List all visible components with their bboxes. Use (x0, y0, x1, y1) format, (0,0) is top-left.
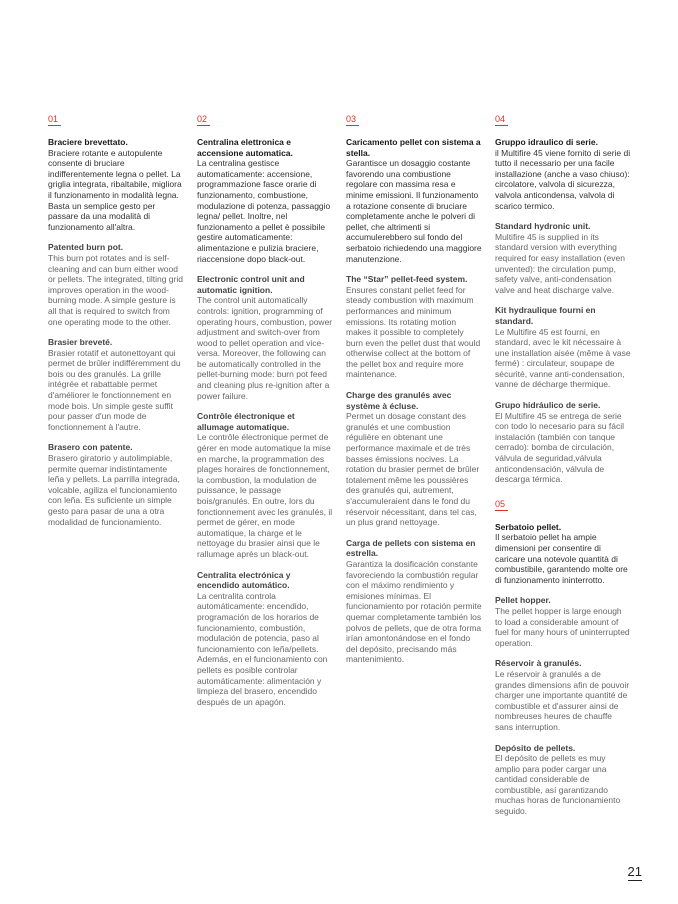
section-italian (197, 137, 333, 264)
section-spanish (197, 570, 333, 708)
section-english (48, 242, 184, 327)
section-text: The control unit automatically controls: ignition, programming of operating hours, combustion, power adjustment and switch-over from wood to pellet operation and vice-versa. Moreover, the following can be automatically controlled in the pellet-burning mode: burn pot feed and cleaning plus re-ignition after a power failure. (197, 295, 333, 401)
section-italian (495, 137, 631, 211)
section-text: Il serbatoio pellet ha ampie dimensioni per consentire di caricare una notevole quantità di combustibile, garantendo molte ore di funzionamento ininterrotto. (495, 532, 628, 585)
section-english (495, 221, 631, 295)
section-english (197, 274, 333, 401)
section-title: Electronic control unit and automatic ignition. (197, 274, 305, 295)
section-text: La centralita controla automáticamente: encendido, programación de los horarios de funcionamiento, combustión, modulación de potencia, paso al funcionamiento con leña/pellets. Además, en el funcionamiento con pellets es posible controlar automáticamente: alimentación y limpieza del brasero, encendido después de un apagón. (197, 590, 328, 707)
section-italian (48, 137, 184, 232)
section-title: Charge des granulés avec système à écluse. (346, 390, 452, 411)
section-title: The “Star” pellet-feed system. (346, 274, 468, 285)
section-text: Multifire 45 is supplied in its standard version with everything required for easy installation (even unvented): the circulation pump, safety valve, anti-condensation valve and heat discharge valve. (495, 231, 625, 295)
section-title: Kit hydraulique fourni en standard. (495, 305, 596, 326)
section-text: This burn pot rotates and is self-cleaning and can burn either wood or pellets. The integrated, tilting grid improves operation in the wood-burning mode. A simple gesture is all that is required to switch from one operating mode to the other. (48, 252, 183, 327)
section-english (495, 595, 631, 648)
section-text: Le Multifire 45 est fourni, en standard, avec le kit nécessaire à une installation aisée (même à vase fermé) : circulateur, soupape de sécurité, vanne anti-condensation, vanne de décharge thermique. (495, 326, 631, 390)
section-text: Brasero giratorio y autolimpiable, permite quemar indistintamente leña y pellets. La parrilla integrada, volcable, agiliza el funcionamiento con leña. Es suficiente un simple gesto para pasar de una a otra modalidad de funcionamiento. (48, 453, 180, 527)
section-title: Pellet hopper. (495, 595, 551, 606)
section-title: Braciere brevettato. (48, 137, 128, 147)
section-italian (346, 137, 482, 264)
section-text: Ensures constant pellet feed for steady combustion with maximum performances and minimum emissions. Its rotating motion makes it possible to completely burn even the pellet dust that would otherwise collect at the bottom of the pellet box and require more maintenance. (346, 284, 481, 380)
column-03 (346, 114, 482, 675)
section-english (346, 274, 482, 380)
section-title: Centralita electrónica y encendido automático. (197, 569, 291, 591)
section-title: Caricamento pellet con sistema a stella. (346, 137, 481, 158)
section-title: Grupo hidráulico de serie. (495, 400, 601, 411)
section-text: Le contrôle électronique permet de gérer en mode automatique la mise en marche, la programmation des plages horaires de fonctionnement, la combustion, la modulation de puissance, le passage bois/granulés. En outre, lors du fonctionnement avec les granulés, il permet de gérer, en mode automatique, la charge et le nettoyage du brasier ainsi que le rallumage après un black-out. (197, 432, 333, 559)
section-spanish (48, 442, 184, 527)
section-title: Depósito de pellets. (495, 742, 576, 753)
section-title: Carga de pellets con sistema en estrella. (346, 537, 476, 559)
section-title: Standard hydronic unit. (495, 221, 591, 232)
section-title: Centralina elettronica e accensione automatica. (197, 137, 293, 158)
column-01 (48, 114, 184, 537)
section-number: 02 (197, 114, 210, 126)
section-number: 01 (48, 114, 61, 126)
section-title: Contrôle électronique et allumage automatique. (197, 411, 295, 432)
section-number: 03 (346, 114, 359, 126)
section-french (197, 411, 333, 559)
section-french (48, 337, 184, 432)
section-number: 04 (495, 114, 508, 126)
section-text: El Multifire 45 se entrega de serie con todo lo necesario para su fácil instalación (también con tanque cerrado): bomba de circulación, válvula de seguridad,válvula anticondensación, válvula de descarga térmica. (495, 410, 624, 485)
section-title: Patented burn pot. (48, 242, 124, 253)
section-text: Braciere rotante e autopulente consente di bruciare indifferentemente legna o pellet. La griglia integrata, ribaltabile, migliora il funzionamento in modalità legna. Basta un semplice gesto per passare da una modalità di funzionamento all'altra. (48, 147, 182, 232)
page-number: 21 (627, 864, 642, 879)
section-text: il Multifire 45 viene fornito di serie di tutto il necessario per una facile installazione (anche a vaso chiuso): circolatore, valvola di sicurezza, valvola anticondensa, valvola di scarico termico. (495, 147, 631, 211)
section-french (495, 305, 631, 390)
section-title: Gruppo idraulico di serie. (495, 137, 598, 147)
section-italian (495, 522, 631, 586)
section-title: Serbatoio pellet. (495, 521, 562, 532)
section-title: Réservoir à granulés. (495, 658, 582, 669)
column-02 (197, 114, 333, 717)
column-04 (495, 114, 631, 827)
section-title: Brasier breveté. (48, 337, 113, 348)
section-text: Le réservoir à granulés a de grandes dimensions afin de pouvoir charger une importante quantité de combustible et d'assurer ainsi de nombreuses heures de chauffe sans interruption. (495, 668, 630, 732)
section-text: Permet un dosage constant des granulés et une combustion régulière en obtenant une performance maximale et de très basses émissions nocives. La rotation du brasier permet de brûler totalement même les poussières des granulés qui, autrement, s'accumuleraient dans le fond du réservoir nécessitant, dans tel cas, un plus grand nettoyage. (346, 411, 480, 528)
section-title: Brasero con patente. (48, 442, 133, 453)
section-number-05: 05 (495, 499, 508, 511)
section-spanish (346, 538, 482, 665)
section-text: Brasier rotatif et autonettoyant qui permet de brûler indifféremment du bois ou des granulés. La grille intégrée et rabattable permet d'améliorer le fonctionnement en mode bois. Un simple geste suffit pour passer d'un mode de fonctionnement à l'autre. (48, 347, 181, 432)
section-french (495, 658, 631, 732)
section-spanish (495, 400, 631, 485)
section-text: Garantisce un dosaggio costante favorendo una combustione regolare con massima resa e minime emissioni. Il funzionamento a rotazione consente di bruciare completamente anche le polveri di pellet, che altrimenti si accumulerebbero sul fondo del serbatoio richiedendo una maggiore manutenzione. (346, 158, 482, 264)
section-text: La centralina gestisce automaticamente: accensione, programmazione fasce orarie di funzionamento, combustione, modulazione di potenza, passaggio legna/ pellet. Inoltre, nel funzionamento a pellet è possibile gestire automaticamente: alimentazione e pulizia braciere, riaccensione dopo black-out. (197, 158, 331, 264)
section-text: Garantiza la dosificación constante favoreciendo la combustión regular con el máximo rendimiento y emisiones mínimas. El funcionamiento por rotación permite quemar completamente también los polvos de pellets, que de otra forma irían amontonándose en el fondo del depósito, precisando más mantenimiento. (346, 558, 482, 665)
section-french (346, 390, 482, 528)
section-text: El depósito de pellets es muy amplio para poder cargar una cantidad considerable de combustible, así garantizando muchas horas de funcionamiento seguido. (495, 753, 621, 817)
section-spanish (495, 743, 631, 817)
section-text: The pellet hopper is large enough to load a considerable amount of fuel for many hours of uninterrupted operation. (495, 605, 630, 648)
